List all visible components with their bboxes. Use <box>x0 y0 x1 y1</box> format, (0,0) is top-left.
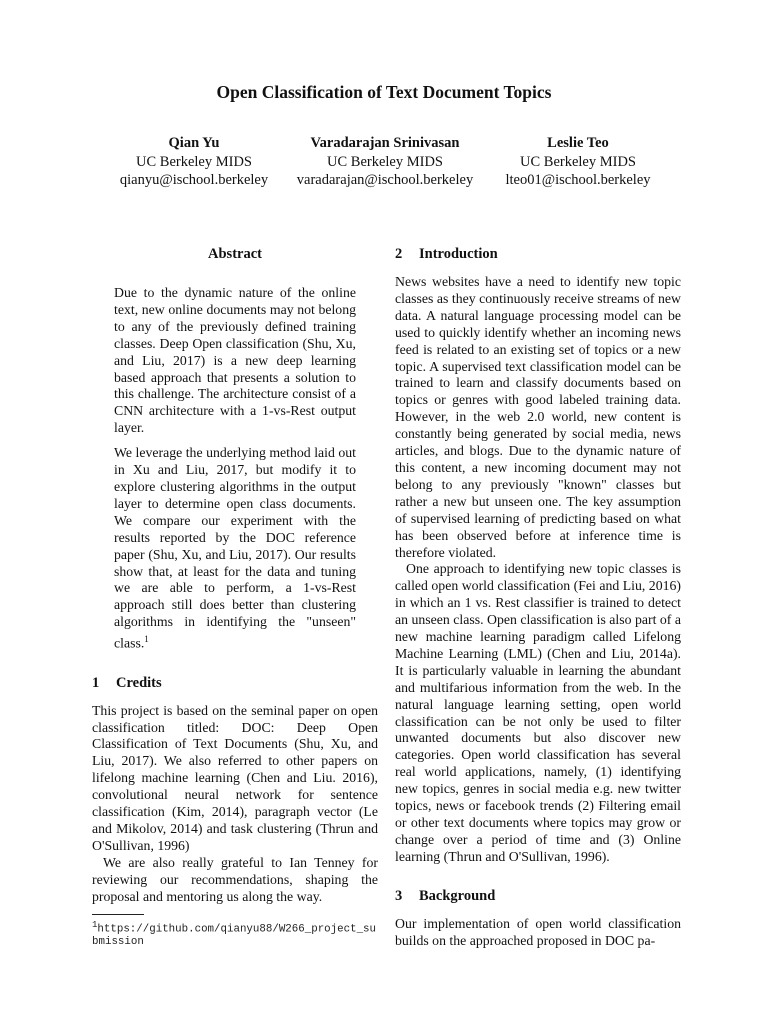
abstract-heading: Abstract <box>208 246 262 262</box>
introduction-paragraph: News websites have a need to identify new topic classes as they continuously receive streams of new data. A natural language processing model can be used to quickly identify whether an incoming news feed is related to an existing set of topics or a new topic. A supervised text classification model can be trained to learn and classify documents based on topics or genres with good labeled training data. However, in the web 2.0 world, new content is constantly being generated by social media, news articles, and blogs. Due to the dynamic nature of this content, a new incoming document may not belong to any previously "known" classes but rather a new but unseen one. The key assumption of supervised learning of predicting based on what has been observed before at inference time is therefore violated. <box>395 274 681 560</box>
section-number: 2 <box>395 246 403 262</box>
background-paragraph: Our implementation of open world classification builds on the approached proposed in DOC pa- <box>395 915 681 948</box>
section-heading-credits <box>92 675 378 692</box>
author-name: Varadarajan Srinivasan <box>310 135 460 151</box>
section-heading-introduction <box>395 246 681 263</box>
section-title: Background <box>419 887 496 904</box>
author-email: lteo01@ischool.berkeley <box>505 172 651 188</box>
author-name: Leslie Teo <box>547 135 609 151</box>
footnote-mark[interactable]: 1 <box>144 634 149 645</box>
footnote-divider <box>92 914 144 915</box>
author-email: varadarajan@ischool.berkeley <box>296 172 474 188</box>
section-title: Introduction <box>419 246 498 262</box>
abstract-paragraph: Due to the dynamic nature of the online text, new online documents may not belong to any of the previously defined training classes. Deep Open classification (Shu, Xu, and Liu, 2017) is a new deep learning based approach that presents a solution to this challenge. The architecture consist of a CNN architecture with a 1-vs-Rest output layer. <box>114 285 356 436</box>
author-block <box>270 134 500 190</box>
author-affiliation: UC Berkeley MIDS <box>136 153 252 170</box>
section-heading-background <box>395 888 681 905</box>
abstract-paragraph <box>114 445 356 652</box>
author-email: qianyu@ischool.berkeley <box>119 172 269 188</box>
left-column <box>92 246 378 949</box>
credits-paragraph: We are also really grateful to Ian Tenney for reviewing our recommendations, shaping the proposal and mentoring us along the way. <box>92 854 378 904</box>
author-name: Qian Yu <box>168 135 220 151</box>
section-number: 1 <box>92 674 100 691</box>
introduction-paragraph: One approach to identifying new topic classes is called open world classification (Fei and Liu, 2016) in which an 1 vs. Rest classifier is trained to detect an unseen class. Open classification is also part of a new machine learning paradigm called Lifelong Machine Learning (LML) (Chen and Liu, 2014a). It is particularly valuable in learning the abundant and multifarious information from the web. In the natural language learning setting, open world classification can be not only be used to filter unwanted documents but also discover new categories. Open world classification has several real world applications, namely, (1) identifying new topics, genres in social media e.g. new twitter topics, news or facebook trends (2) Filtering email or other text documents where topics may grow or change over a period of time and (3) Online learning (Thrun and O'Sullivan, 1996). <box>395 561 681 864</box>
section-number: 3 <box>395 887 403 904</box>
footnote-number: 1 <box>92 919 98 930</box>
author-affiliation: UC Berkeley MIDS <box>327 153 443 170</box>
credits-paragraph: This project is based on the seminal paper on open classification titled: DOC: Deep Open Classification of Text Documents (Shu, Xu, and Liu, 2017). We also referred to other papers on lifelong machine learning (Chen and Liu. 2016), convolutional neural network for sentence classification (Kim, 2014), paragraph vector (Le and Mikolov, 2014) and task clustering (Thrun and O'Sullivan, 1996) <box>92 702 378 853</box>
author-affiliation: UC Berkeley MIDS <box>520 153 636 170</box>
footnote <box>92 919 378 950</box>
paper-title: Open Classification of Text Document Topics <box>216 82 552 102</box>
section-title: Credits <box>116 674 162 691</box>
abstract-paragraph-text: We leverage the underlying method laid out in Xu and Liu, 2017, but modify it to explore clustering algorithms in the output layer to determine open class documents. We compare our experiment with the results reported by the DOC reference paper (Shu, Xu, and Liu, 2017). Our results show that, at least for the data and tuning we are able to perform, a 1-vs-Rest approach still does better than clustering algorithms in identifying the "unseen" class. <box>114 445 356 651</box>
right-column <box>395 246 681 950</box>
author-block <box>482 134 674 190</box>
abstract <box>92 246 378 653</box>
footnote-link[interactable]: https://github.com/qianyu88/W266_project_submission <box>92 923 377 949</box>
